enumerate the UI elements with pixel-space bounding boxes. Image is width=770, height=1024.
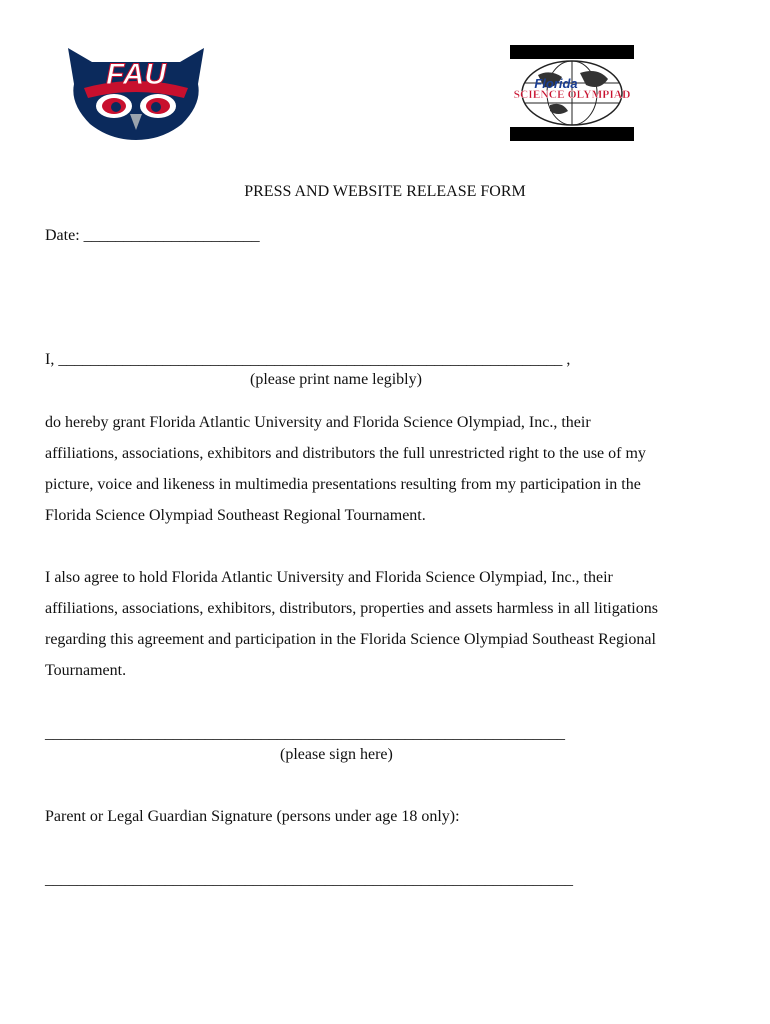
paragraph-line: affiliations, associations, exhibitors, distributors, properties and assets harmless in all litigations bbox=[45, 600, 658, 617]
paragraph-line: do hereby grant Florida Atlantic University and Florida Science Olympiad, Inc., their bbox=[45, 414, 591, 431]
grant-paragraph bbox=[45, 407, 735, 531]
science-olympiad-logo bbox=[510, 45, 634, 141]
paragraph-line: Florida Science Olympiad Southeast Regional Tournament. bbox=[45, 507, 426, 524]
signature-field[interactable]: _________________________________________________________________ bbox=[45, 725, 565, 742]
print-name-hint: (please print name legibly) bbox=[250, 371, 422, 388]
fau-wordmark: FAU bbox=[106, 58, 166, 91]
paragraph-line: picture, voice and likeness in multimedia presentations resulting from my participation in the bbox=[45, 476, 641, 493]
paragraph-line: regarding this agreement and participation in the Florida Science Olympiad Southeast Regional bbox=[45, 631, 656, 648]
fau-owl-logo bbox=[62, 44, 210, 140]
signature-hint: (please sign here) bbox=[280, 746, 393, 763]
form-title: PRESS AND WEBSITE RELEASE FORM bbox=[244, 183, 526, 200]
paragraph-line: I also agree to hold Florida Atlantic University and Florida Science Olympiad, Inc., their bbox=[45, 569, 613, 586]
science-olympiad-wordmark: SCIENCE OLYMPIAD bbox=[513, 89, 631, 101]
paragraph-line: Tournament. bbox=[45, 662, 127, 679]
print-name-field[interactable]: I, _______________________________________________________________ , bbox=[45, 351, 571, 368]
guardian-signature-label: Parent or Legal Guardian Signature (persons under age 18 only): bbox=[45, 808, 460, 825]
guardian-signature-field[interactable]: __________________________________________________________________ bbox=[45, 871, 573, 888]
hold-harmless-paragraph bbox=[45, 562, 735, 686]
paragraph-line: affiliations, associations, exhibitors and distributors the full unrestricted right to the use of my bbox=[45, 445, 646, 462]
date-field[interactable]: Date: ______________________ bbox=[45, 227, 260, 244]
florida-script: Florida bbox=[534, 76, 578, 91]
